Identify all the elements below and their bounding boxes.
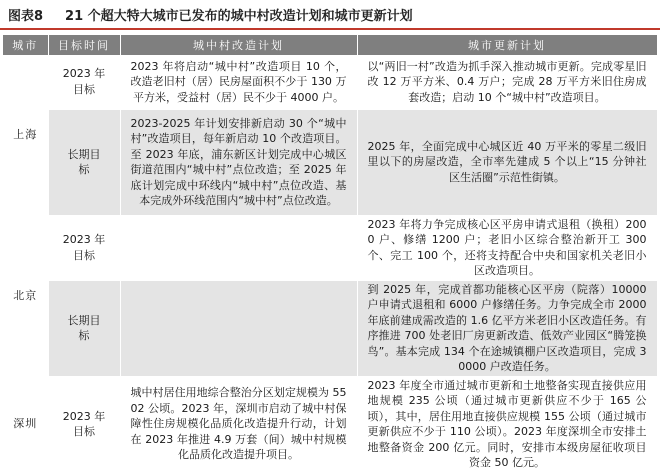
column-header-target-time: 目标时间 [48,35,120,55]
city-cell-shanghai: 上海 [3,55,48,215]
target-time-cell: 长期目标 [48,280,120,376]
target-time-cell: 长期目标 [48,109,120,215]
village-plan-cell: 2023-2025 年计划安排新启动 30 个“城中村”改造项目，每年新启动 10 个改造项目。至 2023 年底，浦东新区计划完成中心城区街道范围内“城中村”点位改造；至 2025 年底计划完成中环线内“城中村”点位改造、基本完成外环线范围内“城中村”点位改造。 [120,109,357,215]
table-header-row [3,35,657,55]
table-row [3,215,657,280]
figure-label: 图表8 [8,8,44,24]
city-cell-shenzhen: 深圳 [3,376,48,472]
renewal-plan-cell: 2023 年将力争完成核心区平房申请式退租（换租）2000 户、修缮 1200 户；老旧小区综合整治新开工 300 个、完工 100 个，还将支持配合中央和国家机关老旧小区改造项目。 [357,215,657,280]
renewal-plan-cell: 2025 年，全面完成中心城区近 40 万平米的零星二级旧里以下的房屋改造，全市率先建成 5 个以上“15 分钟社区生活圈”示范性街镇。 [357,109,657,215]
column-header-renewal-plan: 城市更新计划 [357,35,657,55]
renewal-plan-cell: 以“两旧一村”改造为抓手深入推动城市更新。完成零星旧改 12 万平方米、0.4 万户；完成 28 万平方米旧住房成套改造；启动 10 个“城中村”改造项目。 [357,55,657,109]
table-row [3,376,657,472]
table-row [3,109,657,215]
figure-title-bar [0,0,660,30]
village-plan-cell [120,215,357,280]
target-time-cell: 2023 年目标 [48,215,120,280]
figure-title: 21 个超大特大城市已发布的城中村改造计划和城市更新计划 [65,8,413,24]
target-time-cell: 2023 年目标 [48,376,120,472]
table-row [3,55,657,109]
renewal-plan-cell: 到 2025 年，完成首都功能核心区平房（院落）10000 户申请式退租和 6000 户修缮任务。力争完成全市 2000 年底前建成需改造的 1.6 亿平方米老旧小区改造任务。有序推进 700 处老旧厂房更新改造、低效产业园区“腾笼换鸟”。基本完成 134 个在途城镇棚户区改造项目，完成 30000 户改造任务。 [357,280,657,376]
column-header-village-plan: 城中村改造计划 [120,35,357,55]
village-plan-cell: 城中村居住用地综合整治分区划定规模为 5502 公顷。2023 年，深圳市启动了城中村保障性住房规模化品质化改造提升行动，计划在 2023 年推进 4.9 万套（间）城中村规模化品质化改造提升项目。 [120,376,357,472]
city-cell-beijing: 北京 [3,215,48,376]
village-plan-cell [120,280,357,376]
column-header-city: 城市 [3,35,48,55]
table-row [3,280,657,376]
target-time-cell: 2023 年目标 [48,55,120,109]
urban-renewal-table [3,35,658,473]
village-plan-cell: 2023 年将启动“城中村”改造项目 10 个，改造老旧村（居）民房屋面积不少于 130 万平方米，受益村（居）民不少于 4000 户。 [120,55,357,109]
renewal-plan-cell: 2023 年度全市通过城市更新和土地整备实现直接供应用地规模 235 公顷（通过城市更新供应不少于 165 公顷），其中，居住用地直接供应规模 155 公顷（通过城市更新供应不少于 110 公顷）。2023 年度深圳全市安排土地整备资金 200 亿元。同时，安排市本级房屋征收项目资金 50 亿元。 [357,376,657,472]
